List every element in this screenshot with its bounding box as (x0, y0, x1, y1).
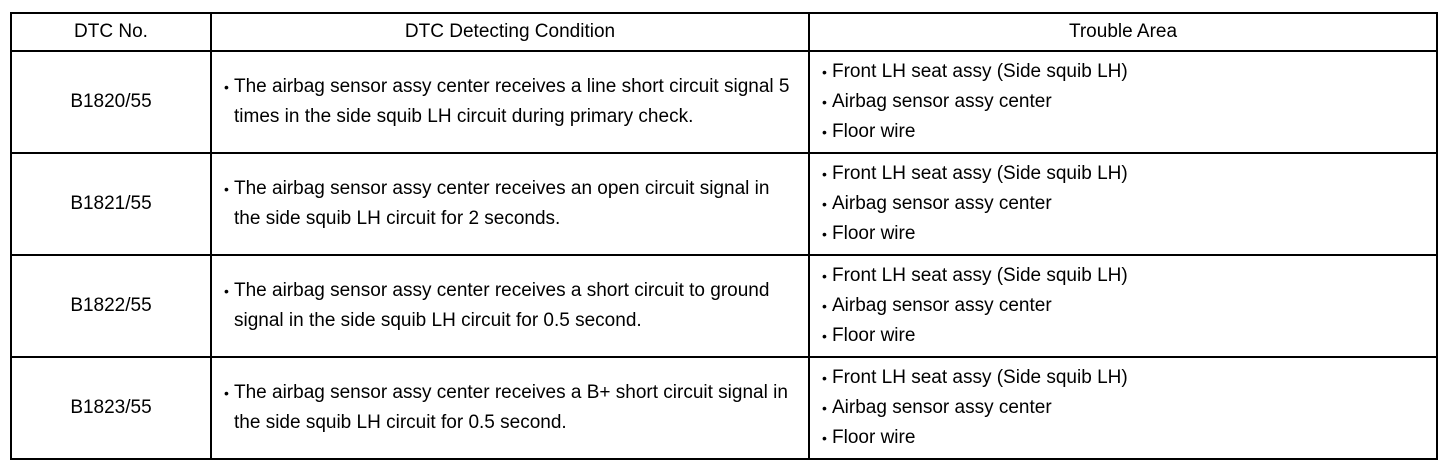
area-text: Front LH seat assy (Side squib LH) (832, 163, 1128, 184)
list-item (822, 321, 1436, 351)
bullet-icon: • (822, 400, 827, 416)
header-dtc-no: DTC No. (11, 13, 211, 51)
area-text: Floor wire (832, 427, 916, 448)
list-item (822, 159, 1436, 189)
table-row (11, 153, 1437, 255)
bullet-icon: • (822, 94, 827, 110)
list-item (822, 393, 1436, 423)
list-item (822, 117, 1436, 147)
bullet-icon: • (224, 181, 229, 197)
condition-text: The airbag sensor assy center receives a short circuit to ground signal in the side squib LH circuit for 0.5 second. (234, 280, 770, 331)
detecting-condition (211, 357, 809, 459)
dtc-code: B1820/55 (11, 51, 211, 153)
condition-text: The airbag sensor assy center receives an open circuit signal in the side squib LH circuit for 2 seconds. (234, 178, 770, 229)
list-item (822, 423, 1436, 453)
bullet-icon: • (822, 196, 827, 212)
list-item (822, 261, 1436, 291)
list-item (822, 57, 1436, 87)
area-text: Airbag sensor assy center (832, 193, 1052, 214)
table-row (11, 255, 1437, 357)
area-text: Floor wire (832, 223, 916, 244)
condition-text: The airbag sensor assy center receives a B+ short circuit signal in the side squib LH circuit for 0.5 second. (234, 382, 788, 433)
trouble-area (809, 357, 1437, 459)
area-text: Front LH seat assy (Side squib LH) (832, 367, 1128, 388)
trouble-area (809, 153, 1437, 255)
area-text: Airbag sensor assy center (832, 397, 1052, 418)
area-text: Floor wire (832, 325, 916, 346)
bullet-icon: • (822, 328, 827, 344)
table-row (11, 357, 1437, 459)
dtc-code: B1822/55 (11, 255, 211, 357)
list-item (822, 363, 1436, 393)
trouble-area (809, 255, 1437, 357)
table-row (11, 51, 1437, 153)
condition-text: The airbag sensor assy center receives a line short circuit signal 5 times in the side squib LH circuit during primary check. (234, 76, 790, 127)
dtc-code: B1823/55 (11, 357, 211, 459)
bullet-icon: • (224, 385, 229, 401)
area-text: Front LH seat assy (Side squib LH) (832, 61, 1128, 82)
bullet-icon: • (822, 124, 827, 140)
list-item (822, 87, 1436, 117)
list-item (822, 189, 1436, 219)
bullet-icon: • (822, 298, 827, 314)
bullet-icon: • (224, 79, 229, 95)
area-text: Floor wire (832, 121, 916, 142)
trouble-area (809, 51, 1437, 153)
bullet-icon: • (822, 370, 827, 386)
detecting-condition (211, 153, 809, 255)
header-condition: DTC Detecting Condition (211, 13, 809, 51)
bullet-icon: • (822, 430, 827, 446)
header-row (11, 13, 1437, 51)
bullet-icon: • (822, 64, 827, 80)
list-item (822, 219, 1436, 249)
dtc-table (10, 12, 1438, 460)
area-text: Airbag sensor assy center (832, 295, 1052, 316)
dtc-code: B1821/55 (11, 153, 211, 255)
bullet-icon: • (822, 166, 827, 182)
bullet-icon: • (822, 268, 827, 284)
detecting-condition (211, 255, 809, 357)
area-text: Airbag sensor assy center (832, 91, 1052, 112)
bullet-icon: • (224, 283, 229, 299)
list-item (822, 291, 1436, 321)
area-text: Front LH seat assy (Side squib LH) (832, 265, 1128, 286)
detecting-condition (211, 51, 809, 153)
bullet-icon: • (822, 226, 827, 242)
header-trouble-area: Trouble Area (809, 13, 1437, 51)
